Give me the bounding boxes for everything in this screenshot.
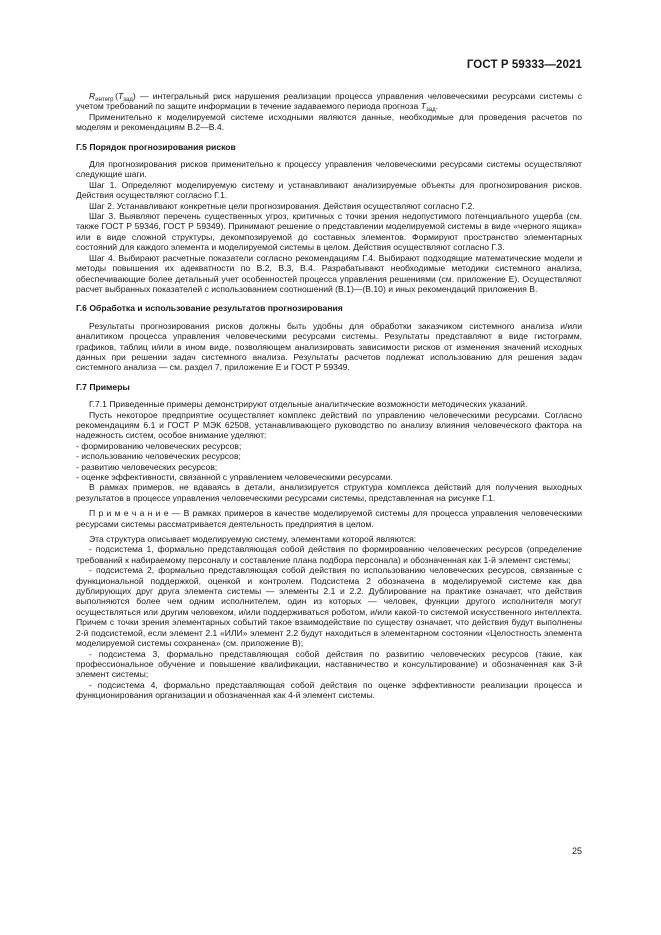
paragraph: В рамках примеров, не вдаваясь в детали, анализируется структура комплекса действий для получения выходных результатов в процессе управления человеческими ресурсами системы, представленная на рисунке Г.1. [76,482,582,503]
paragraph: Применительно к моделируемой системе исходными являются данные, необходимые для проведения расчетов по моделям и рекомендациям В.2—В.4. [76,111,582,133]
note-label: П р и м е ч а н и е [89,508,169,519]
paragraph: Шаг 2. Устанавливают конкретные цели прогнозирования. Действия осуществляют согласно Г.2. [89,200,475,211]
definition-text: — интегральный риск нарушения реализации процесса управления человеческими ресурсами системы с учетом требований по защите информации в течение задаваемого периода прогноза [76,91,582,112]
paragraph: Эта структура описывает моделируемую систему, элементами которой являются: [89,534,417,545]
subsystem-item: - подсистема 3, формально представляющая собой действия по развитию человеческих ресурсов (такие, как профессиональное обучение и повышение квалификации, наставничество и консультирование) и обозначенная как 3-й элемент системы; [76,648,582,680]
definition-end: . [435,101,438,112]
note-text: — В рамках примеров в качестве моделируемой системы для процесса управления человеческими ресурсами системы рассматривается деятельность предприятия в целом. [76,508,582,529]
paragraph: Для прогнозирования рисков применительно к процессу управления человеческими ресурсами системы осуществляют следующие шаги. [76,159,582,180]
page-number: 25 [571,846,582,856]
page-body [76,91,582,701]
formula-symbol: R [89,91,96,101]
risk-definition: $R_{интегр}$ $(T_{зад})$ — интегральный риск нарушения реализации процесса управления человеческими ресурсами системы с учетом требований по защите информации в течение задаваемого периода прогноза $T_{зад}$. [76,91,582,114]
paragraph: Шаг 4. Выбирают расчетные показатели согласно рекомендациям Г.4. Выбирают подходящие математические модели и методы повышения их адекватности по В.2, В.3, В.4. Разрабатывают необходимые методики системного анализа, обеспечивающие более детальный учет особенностей процесса управления решениями (см. приложение Е). Осуществляют расчет выбранных показателей с использованием соотношений (В.1)—(В.10) и иных рекомендаций приложения В. [76,252,582,294]
list-item: - оценке эффективности, связанной с управлением человеческими ресурсами. [76,472,393,482]
paragraph: Шаг 1. Определяют моделируемую систему и устанавливают анализируемые объекты для прогнозирования рисков. Действия осуществляют согласно Г.1. [76,179,582,201]
paragraph: Г.7.1 Приведенные примеры демонстрируют отдельные аналитические возможности методических указаний. [89,399,528,410]
section-heading-g7: Г.7 Примеры [76,381,130,392]
subsystem-item: - подсистема 4, формально представляющая собой действия по оценке эффективности реализации процесса и функционирования организации и обозначенная как 4-й элемент системы. [76,679,582,701]
list-item: - использованию человеческих ресурсов; [76,451,241,462]
formula-subscript: интегр [95,97,114,103]
paragraph: Пусть некоторое предприятие осуществляет комплекс действий по управлению человеческими ресурсами. Согласно рекомендациям 6.1 и ГОСТ Р МЭК 62508, устанавливающего руководство по анализу влияния человеческого фактора на надежность систем, особое внимание уделяют: [76,409,582,441]
definition-end-subscript: зад [425,107,436,114]
subsystem-item: - подсистема 1, формально представляющая собой действия по формированию человеческих ресурсов (определение требований к набираемому персоналу и составление плана подбора персонала) и обозначенная как 1-й элемент системы; [76,544,582,565]
list-item: - развитию человеческих ресурсов; [76,461,218,472]
standard-header: ГОСТ Р 59333—2021 [466,59,582,71]
section-heading-g6: Г.6 Обработка и использование результатов прогнозирования [76,303,343,314]
list-item: - формированию человеческих ресурсов; [76,440,242,451]
section-heading-g5: Г.5 Порядок прогнозирования рисков [76,141,236,152]
subsystem-item: - подсистема 2, формально представляющая собой действия по использованию человеческих ресурсов, связанные с функциональной поддержкой, оценкой и контролем. Подсистема 2 обозначена в моделируемой системе как два дублирующих друг друга элемента системы — элементы 2.1 и 2.2. Дублирование на практике означает, что действия выполняются более чем одним исполнителем, один из которых — человек, функции другого исполнителя могут осуществляться или другим человеком, и/или поддерживаться роботом, и/или какой-то системой искусственного интеллекта. Причем с точки зрения элементарных событий такое взаимодействие по существу означает, что действия будут выполнены 2-й подсистемой, если элемент 2.1 «ИЛИ» элемент 2.2 будут находиться в элементарном состоянии «Целостность элемента моделируемой системы сохранена» (см. приложение В); [76,565,582,649]
paragraph: Результаты прогнозирования рисков должны быть удобны для обработки заказчиком системного анализа и/или аналитиком процесса управления человеческими ресурсами системы. Результаты представляют в виде гистограмм, графиков, таблиц и/или в ином виде, позволяющем анализировать зависимости рисков от изменения значений исходных данных при решении задач системного анализа. Результаты расчетов подлежат использованию для решения задач системного анализа — см. раздел 7, приложение Е и ГОСТ Р 59349. [76,320,582,373]
paragraph: Шаг 3. Выявляют перечень существенных угроз, критичных с точки зрения недопустимого потенциального ущерба (см. также ГОСТ Р 59346, ГОСТ Р 59349). Принимают решение о представлении моделируемой системы в виде «черного ящика» или в виде сложной структуры, декомпозируемой до составных элементов. Формируют пространство элементарных состояний для каждого элемента и моделируемой системы в целом. Действия осуществляют согласно Г.3. [76,211,582,253]
formula-arg: T [118,91,124,101]
definition-end-symbol: T [420,101,426,112]
formula-arg-subscript: зад [123,97,133,103]
note [76,508,582,529]
